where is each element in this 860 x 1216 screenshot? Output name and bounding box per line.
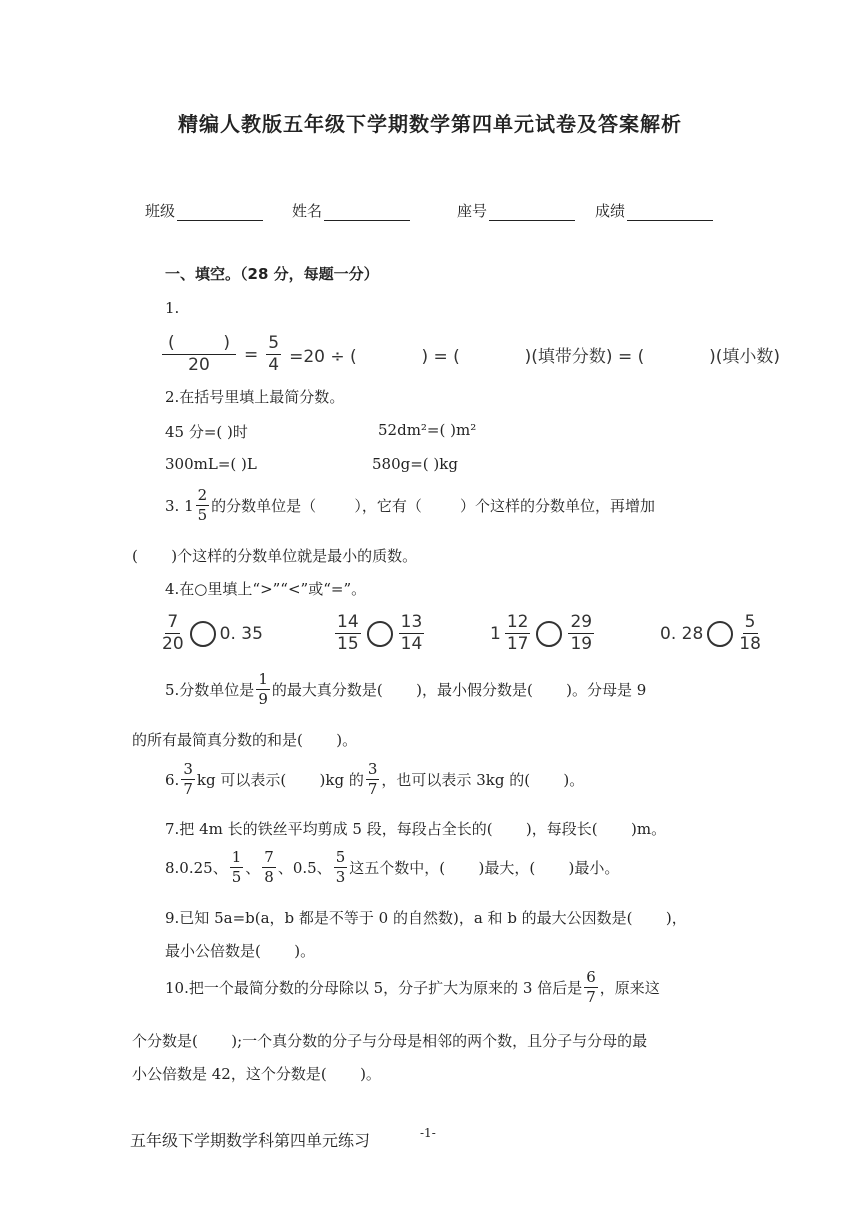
- q1-number: 1.: [165, 299, 180, 317]
- q6-fraction-1: [181, 762, 195, 797]
- q8-frac2-den: 8: [264, 868, 274, 886]
- q2-c: 300mL=( )L: [165, 455, 257, 473]
- q4-3-left-fraction: [505, 614, 531, 653]
- q4-2-left-num: 14: [337, 612, 359, 632]
- q4-1-right-value: 0. 35: [219, 623, 263, 644]
- q6-fraction-2: [366, 762, 380, 797]
- q4-4-right-den: 18: [739, 634, 761, 654]
- score-blank[interactable]: [627, 204, 713, 221]
- q10-prefix: 10.把一个最简分数的分母除以 5，分子扩大为原来的 3 倍后是: [165, 979, 583, 997]
- q4-1-left-fraction: [162, 614, 184, 653]
- q4-item-4: [660, 614, 763, 653]
- q10-line3: 小公倍数是 42，这个分数是( )。: [132, 1065, 381, 1083]
- q8-prefix: 8.0.25、: [165, 859, 228, 877]
- q10-frac-den: 7: [586, 988, 596, 1006]
- q1-rest: =20 ÷ ( ) = ( )(填带分数) = ( )(填小数): [289, 347, 780, 367]
- q3-prefix: 3. 1: [165, 496, 194, 515]
- q8-frac1-num: 1: [231, 848, 242, 866]
- q6-frac2-num: 3: [367, 760, 378, 778]
- q1-open: (: [168, 333, 175, 353]
- class-blank[interactable]: [177, 204, 263, 221]
- q1-close: ): [223, 333, 230, 353]
- q4-3-right-fraction: [568, 614, 594, 653]
- q1-equation: [160, 335, 780, 374]
- q6-frac2-den: 7: [367, 780, 378, 798]
- q8-sep1: 、: [245, 859, 261, 877]
- q4-2-left-fraction: [335, 614, 361, 653]
- q10-tail: ，原来这: [599, 979, 660, 997]
- q6-frac1-den: 7: [183, 780, 193, 798]
- section-heading: 一、填空。（28 分，每题一分）: [165, 265, 379, 283]
- q1-equals: =: [244, 344, 259, 365]
- q7-line: 7.把 4m 长的铁丝平均剪成 5 段，每段占全长的( )，每段长( )m。: [165, 820, 667, 838]
- q5-fraction: [256, 672, 270, 707]
- page-number: -1-: [420, 1126, 436, 1140]
- q2-text: 2.在括号里填上最简分数。: [165, 388, 345, 406]
- q4-1-left-den: 20: [162, 634, 184, 654]
- name-field: [292, 200, 410, 221]
- q6-mid: kg 可以表示( )kg 的: [196, 771, 364, 789]
- compare-circle-3[interactable]: [536, 621, 562, 647]
- q6-tail: ，也可以表示 3kg 的( )。: [381, 771, 585, 789]
- q3-frac-num: 2: [197, 486, 208, 504]
- q6-prefix: 6.: [165, 770, 180, 789]
- q5-frac-den: 9: [258, 690, 268, 708]
- q6-frac1-num: 3: [183, 760, 193, 778]
- q10-fraction: [584, 970, 598, 1005]
- name-label: 姓名: [292, 202, 323, 220]
- q2-d: 580g=( )kg: [372, 455, 458, 473]
- q3-line1: [165, 488, 655, 523]
- q2-a: 45 分=( )时: [165, 423, 248, 441]
- class-label: 班级: [145, 202, 176, 220]
- q1-five: 5: [268, 333, 280, 353]
- name-blank[interactable]: [324, 204, 410, 221]
- q5-line2: 的所有最简真分数的和是( )。: [132, 731, 358, 749]
- q4-3-whole: 1: [490, 623, 501, 644]
- q9-line1: 9.已知 5a=b(a，b 都是不等于 0 的自然数)，a 和 b 的最大公因数是( )，: [165, 909, 687, 927]
- q4-2-right-num: 13: [400, 612, 423, 632]
- compare-circle-1[interactable]: [190, 621, 216, 647]
- q4-item-1: [160, 614, 263, 653]
- q8-frac3-den: 3: [335, 868, 346, 886]
- q5-text: 的最大真分数是( )，最小假分数是( )。分母是 9: [271, 681, 647, 699]
- q4-text: 4.在○里填上“>”“<”或“=”。: [165, 580, 367, 598]
- q4-3-right-num: 29: [570, 612, 593, 632]
- q3-frac-den: 5: [197, 506, 208, 524]
- seat-label: 座号: [457, 202, 488, 220]
- compare-circle-4[interactable]: [707, 621, 733, 647]
- q3-text: 的分数单位是（ ），它有（ ）个这样的分数单位，再增加: [211, 497, 655, 515]
- page-title: 精编人教版五年级下学期数学第四单元试卷及答案解析: [178, 112, 682, 136]
- q4-4-right-fraction: [739, 614, 761, 653]
- q4-2-right-fraction: [399, 614, 425, 653]
- score-field: [595, 200, 713, 221]
- q3-line2: ( )个这样的分数单位就是最小的质数。: [132, 547, 418, 565]
- q8-frac1-den: 5: [231, 868, 242, 886]
- q4-3-left-den: 17: [506, 634, 529, 654]
- q4-2-left-den: 15: [337, 634, 359, 654]
- q1-four: 4: [268, 355, 280, 375]
- q1-fraction-blank: [162, 335, 236, 374]
- q8-fraction-2: [262, 850, 276, 885]
- q8-line: [165, 850, 619, 885]
- q10-line2: 个分数是( );一个真分数的分子与分母是相邻的两个数，且分子与分母的最: [132, 1032, 648, 1050]
- q8-frac2-num: 7: [264, 848, 274, 866]
- q5-line1: [165, 672, 646, 707]
- q1-denominator: 20: [188, 355, 210, 375]
- q9-line2: 最小公倍数是( )。: [165, 942, 316, 960]
- score-label: 成绩: [595, 202, 626, 220]
- footer-text: 五年级下学期数学科第四单元练习: [130, 1131, 371, 1150]
- q2-b: 52dm²=( )m²: [378, 421, 477, 439]
- q8-sep2: 、0.5、: [277, 859, 332, 877]
- q4-item-3: [490, 614, 596, 653]
- q8-frac3-num: 5: [335, 848, 346, 866]
- q10-frac-num: 6: [586, 968, 596, 986]
- q5-frac-num: 1: [258, 670, 268, 688]
- q8-fraction-3: [334, 850, 348, 885]
- q4-3-left-num: 12: [506, 612, 529, 632]
- q1-five-fourths: [266, 335, 281, 374]
- q4-item-2: [333, 614, 426, 653]
- q4-1-left-num: 7: [167, 612, 179, 632]
- q10-line1: [165, 970, 660, 1005]
- seat-field: [457, 200, 575, 221]
- compare-circle-2[interactable]: [367, 621, 393, 647]
- q3-fraction: [196, 488, 210, 523]
- q4-3-right-den: 19: [570, 634, 593, 654]
- class-field: [145, 200, 263, 221]
- q8-tail: 这五个数中，( )最大，( )最小。: [349, 859, 620, 877]
- q6-line: [165, 762, 584, 797]
- q4-4-right-num: 5: [744, 612, 756, 632]
- q4-4-left-value: 0. 28: [660, 623, 704, 644]
- q5-prefix: 5.分数单位是: [165, 681, 255, 699]
- seat-blank[interactable]: [489, 204, 575, 221]
- q8-fraction-1: [230, 850, 244, 885]
- q1-numerator: [162, 335, 236, 355]
- q4-2-right-den: 14: [400, 634, 423, 654]
